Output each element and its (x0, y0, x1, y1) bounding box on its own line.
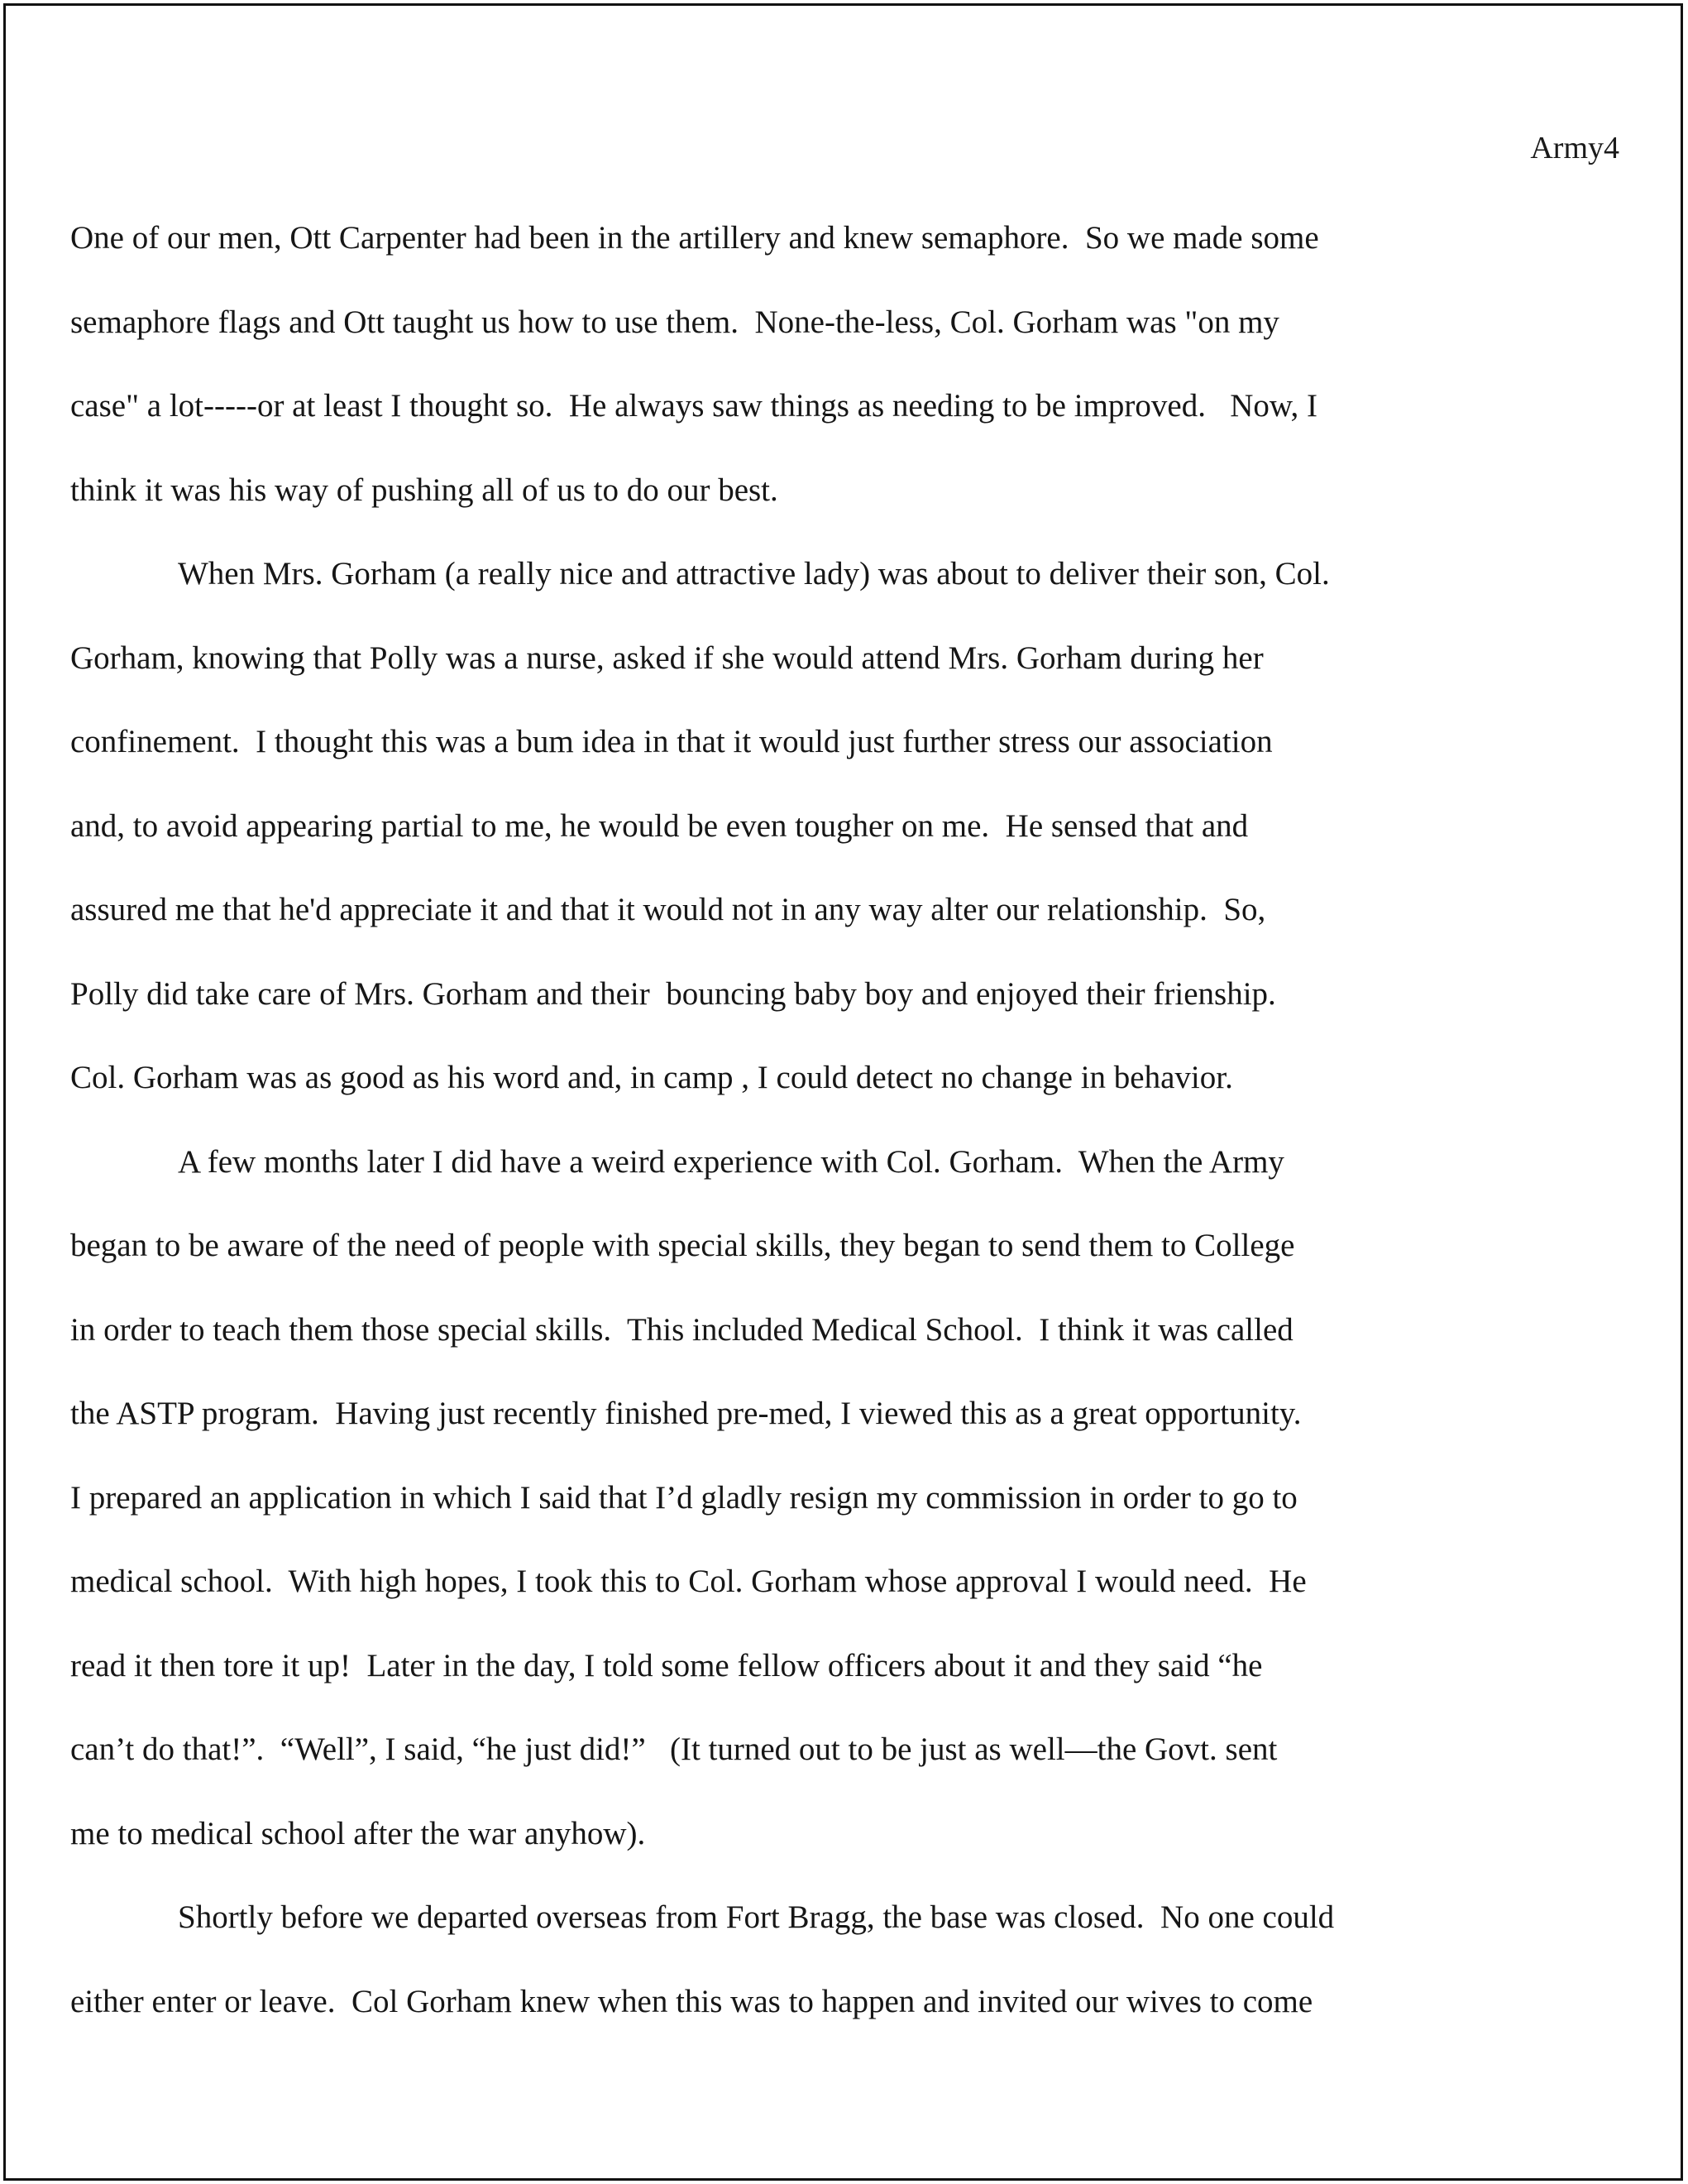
text-line: One of our men, Ott Carpenter had been in the artillery and knew semaphore. So we made some (70, 220, 1319, 256)
text-line: began to be aware of the need of people with special skills, they began to send them to College (70, 1228, 1295, 1263)
text-line: medical school. With high hopes, I took this to Col. Gorham whose approval I would need. He (70, 1564, 1307, 1599)
text-line: When Mrs. Gorham (a really nice and attractive lady) was about to deliver their son, Col. (178, 556, 1330, 592)
text-line: Gorham, knowing that Polly was a nurse, asked if she would attend Mrs. Gorham during her (70, 639, 1264, 676)
page-header: Army4 (1530, 131, 1619, 165)
text-line: read it then tore it up! Later in the day, I told some fellow officers about it and they said “he (70, 1647, 1263, 1684)
text-line: case" a lot-----or at least I thought so. He always saw things as needing to be improved. Now, I (70, 388, 1317, 424)
text-line: I prepared an application in which I said that I’d gladly resign my commission in order to go to (70, 1479, 1298, 1516)
text-line: think it was his way of pushing all of us to do our best. (70, 472, 778, 508)
text-line: and, to avoid appearing partial to me, he would be even tougher on me. He sensed that and (70, 807, 1249, 844)
text-line: can’t do that!”. “Well”, I said, “he just did!” (It turned out to be just as well—the Govt. sent (70, 1731, 1278, 1767)
text-line: A few months later I did have a weird experience with Col. Gorham. When the Army (178, 1143, 1284, 1180)
text-line: me to medical school after the war anyhow). (70, 1815, 646, 1851)
text-line: Col. Gorham was as good as his word and, in camp , I could detect no change in behavior. (70, 1060, 1233, 1095)
text-line: in order to teach them those special skills. This included Medical School. I think it was called (70, 1311, 1293, 1348)
text-line: the ASTP program. Having just recently finished pre-med, I viewed this as a great opportunity. (70, 1396, 1302, 1431)
text-line: Shortly before we departed overseas from Fort Bragg, the base was closed. No one could (178, 1899, 1335, 1935)
body-text (70, 196, 1485, 2043)
text-line: Polly did take care of Mrs. Gorham and their bouncing baby boy and enjoyed their frienship. (70, 975, 1276, 1012)
text-line: assured me that he'd appreciate it and that it would not in any way alter our relationship. So, (70, 892, 1266, 927)
text-line: either enter or leave. Col Gorham knew when this was to happen and invited our wives to come (70, 1983, 1313, 2019)
document-page (3, 3, 1683, 2181)
paragraph (70, 1875, 1485, 2043)
text-line: semaphore flags and Ott taught us how to use them. None-the-less, Col. Gorham was "on my (70, 304, 1279, 340)
paragraph (70, 532, 1485, 1120)
paragraph (70, 1120, 1485, 1876)
paragraph (70, 196, 1485, 532)
text-line: confinement. I thought this was a bum idea in that it would just further stress our association (70, 724, 1273, 759)
